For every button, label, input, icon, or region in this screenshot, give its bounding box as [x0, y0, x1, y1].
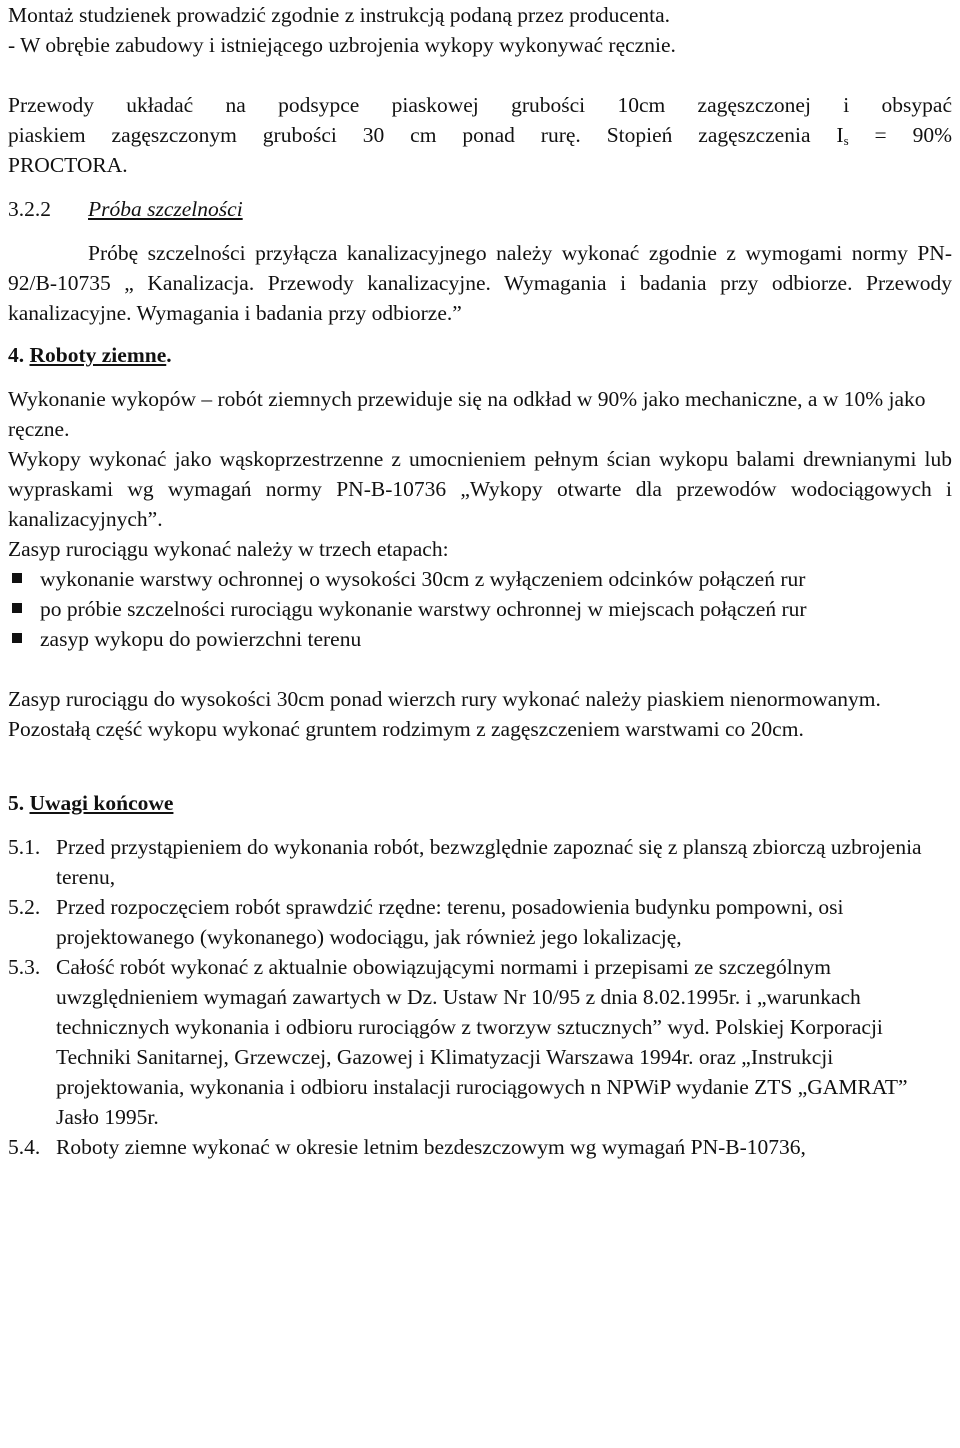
- section-4-paragraph-5: Pozostałą część wykopu wykonać gruntem rodzimym z zagęszczeniem warstwami co 20cm.: [8, 717, 804, 741]
- square-bullet-icon: [12, 603, 22, 613]
- section-3-2-2-paragraph: Próbę szczelności przyłącza kanalizacyjnego należy wykonać zgodnie z wymogami normy PN-92/B-10735 „ Kanalizacja. Przewody kanalizacyjne. Wymagania i badania przy odbiorze. Przewody kanalizacyjne. Wymagania i badania przy odbiorze.”: [8, 241, 952, 325]
- intro-line-1: Montaż studzienek prowadzić zgodnie z instrukcją podaną przez producenta.: [8, 3, 671, 27]
- section-number: 3.2.2: [8, 197, 51, 221]
- list-item: zasyp wykopu do powierzchni terenu: [8, 624, 952, 654]
- section-4-paragraph-1: Wykonanie wykopów – robót ziemnych przewiduje się na odkład w 90% jako mechaniczne, a w 10% jako ręczne.: [8, 387, 926, 441]
- intro-line-2: - W obrębie zabudowy i istniejącego uzbrojenia wykopy wykonywać ręcznie.: [8, 33, 676, 57]
- section-5-heading: [8, 788, 952, 818]
- section-title: Uwagi końcowe: [29, 791, 174, 815]
- list-item: 5.3. Całość robót wykonać z aktualnie obowiązującymi normami i przepisami ze szczególnym uwzględnieniem wymagań zawartych w Dz. Ustaw Nr 10/95 z dnia 8.02.1995r. i „warunkach technicznych wykonania i odbioru rurociągów z tworzyw sztucznych” wyd. Polskiej Korporacji Techniki Sanitarnej, Grzewczej, Gazowej i Klimatyzacji Warszawa 1994r. oraz „Instrukcji projektowania, wykonania i odbioru instalacji rurociągowych n NPWiP wydanie ZTS „GAMRAT” Jasło 1995r.: [8, 955, 908, 1129]
- list-item: 5.4. Roboty ziemne wykonać w okresie letnim bezdeszczowym wg wymagań PN-B-10736,: [8, 1135, 806, 1159]
- list-item: po próbie szczelności rurociągu wykonanie warstwy ochronnej w miejscach połączeń rur: [8, 594, 952, 624]
- section-number: 4.: [8, 343, 25, 367]
- section-title: Roboty ziemne: [29, 343, 167, 367]
- square-bullet-icon: [12, 633, 22, 643]
- square-bullet-icon: [12, 573, 22, 583]
- section-4-paragraph-3: Zasyp rurociągu wykonać należy w trzech etapach:: [8, 537, 449, 561]
- section-4-paragraph-2: Wykopy wykonać jako wąskoprzestrzenne z umocnieniem pełnym ścian wykopu balami drewnianymi lub wypraskami wg wymagań normy PN-B-10736 „Wykopy otwarte dla przewodów wodociągowych i kanalizacyjnych”.: [8, 447, 952, 531]
- section-number: 5.: [8, 791, 25, 815]
- document-page: [8, 0, 952, 1162]
- section-title: Próba szczelności: [88, 197, 243, 221]
- list-item: wykonanie warstwy ochronnej o wysokości 30cm z wyłączeniem odcinków połączeń rur: [8, 564, 952, 594]
- section-3-2-2-heading: [8, 194, 952, 224]
- pipes-line-3: PROCTORA.: [8, 153, 128, 177]
- section-4-heading: 4. Roboty ziemne.: [8, 343, 172, 367]
- subscript-s: s: [843, 133, 849, 148]
- pipes-line-2: piaskiem zagęszczonym grubości 30 cm ponad rurę. Stopień zagęszczenia $I_s = 90\%$: [8, 123, 952, 148]
- list-item: 5.1. Przed przystąpieniem do wykonania robót, bezwzględnie zapoznać się z planszą zbiorczą uzbrojenia terenu,: [8, 835, 922, 889]
- pipes-line-1: Przewody układać na podsypce piaskowej grubości 10cm zagęszczonej i obsypać: [8, 93, 952, 117]
- section-4-paragraph-4: Zasyp rurociągu do wysokości 30cm ponad wierzch rury wykonać należy piaskiem nienormowanym.: [8, 687, 881, 711]
- list-item: 5.2. Przed rozpoczęciem robót sprawdzić rzędne: terenu, posadowienia budynku pompowni, osi projektowanego (wykonanego) wodociągu, jak również jego lokalizację,: [8, 895, 844, 949]
